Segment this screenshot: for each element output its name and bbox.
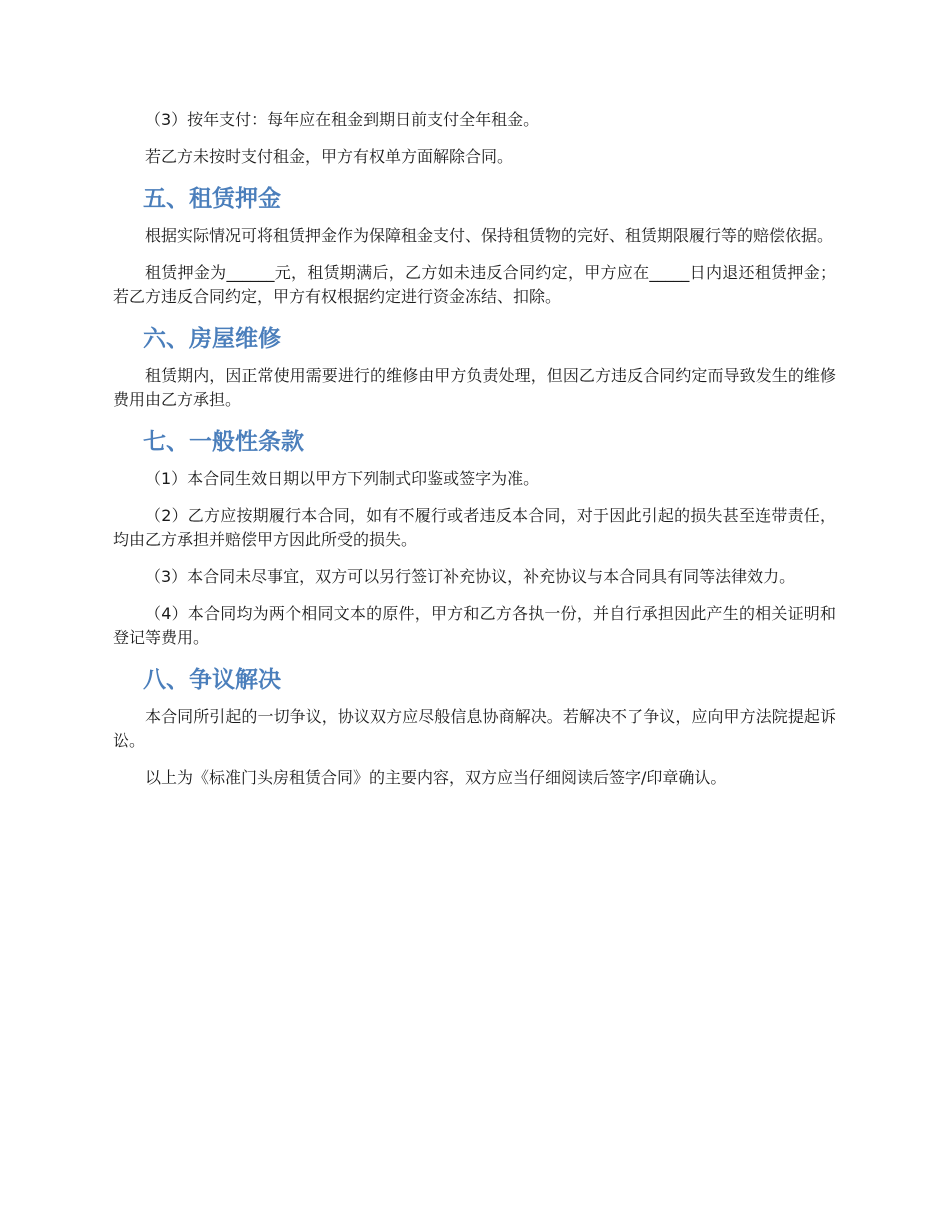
section-heading-general-terms: 七、一般性条款 [143,429,304,455]
paragraph-maintenance: 租赁期内，因正常使用需要进行的维修由甲方负责处理，但因乙方违反合同约定而导致发生的维修费用由乙方承担。 [113,366,836,409]
paragraph-term-3: （3）本合同未尽事宜，双方可以另行签订补充协议，补充协议与本合同具有同等法律效力。 [145,567,796,586]
paragraph-dispute: 本合同所引起的一切争议，协议双方应尽般信息协商解决。若解决不了争议，应向甲方法院提起诉讼。 [113,707,836,750]
document-page [113,108,836,803]
section-heading-deposit: 五、租赁押金 [143,186,281,212]
paragraph-term-1: （1）本合同生效日期以甲方下列制式印鉴或签字为准。 [145,469,540,488]
paragraph-closing: 以上为《标准门头房租赁合同》的主要内容，双方应当仔细阅读后签字/印章确认。 [145,768,727,787]
paragraph-deposit-basis: 根据实际情况可将租赁押金作为保障租金支付、保持租赁物的完好、租赁期限履行等的赔偿依据。 [145,226,834,245]
paragraph-deposit-amount: 租赁押金为______元，租赁期满后，乙方如未违反合同约定，甲方应在_____日内退还租赁押金；若乙方违反合同约定，甲方有权根据约定进行资金冻结、扣除。 [113,263,836,306]
paragraph-term-4: （4）本合同均为两个相同文本的原件，甲方和乙方各执一份，并自行承担因此产生的相关证明和登记等费用。 [113,604,836,647]
paragraph-term-2: （2）乙方应按期履行本合同，如有不履行或者违反本合同，对于因此引起的损失甚至连带责任，均由乙方承担并赔偿甲方因此所受的损失。 [113,506,836,549]
section-heading-dispute: 八、争议解决 [143,667,281,693]
paragraph-annual-payment: （3）按年支付：每年应在租金到期日前支付全年租金。 [145,110,540,129]
paragraph-late-payment: 若乙方未按时支付租金，甲方有权单方面解除合同。 [145,147,514,166]
section-heading-maintenance: 六、房屋维修 [143,326,281,352]
